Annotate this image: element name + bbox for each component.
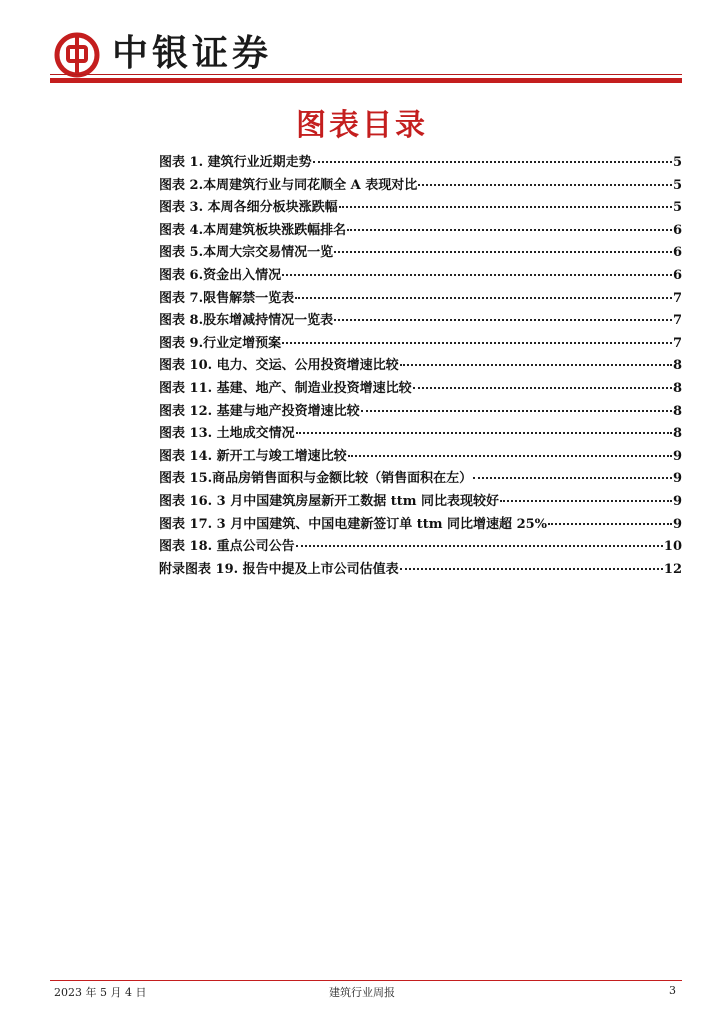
toc-entry-label[interactable]: 图表 2.本周建筑行业与同花顺全 A 表现对比 (159, 177, 418, 193)
toc-entry-label[interactable]: 图表 1. 建筑行业近期走势 (159, 155, 312, 170)
toc-entry-label[interactable]: 图表 4.本周建筑板块涨跌幅排名 (159, 222, 347, 238)
toc-title: 图表目录 (296, 108, 428, 143)
toc-leader-dots (500, 488, 672, 502)
toc-leader-dots (296, 420, 672, 434)
toc-entry-label[interactable]: 图表 16. 3 月中国建筑房屋新开工数据 ttm 同比表现较好 (159, 493, 500, 509)
toc-leader-dots (339, 194, 672, 208)
footer-page-number: 3 (669, 984, 676, 997)
toc-entry-page[interactable]: 9 (672, 493, 682, 509)
toc-leader-dots (347, 217, 672, 231)
toc-entry-page[interactable]: 6 (672, 222, 682, 238)
toc-entry-label[interactable]: 图表 14. 新开工与竣工增速比较 (159, 448, 347, 464)
toc-leader-dots (348, 443, 672, 457)
toc-entry-page[interactable]: 9 (672, 448, 682, 464)
toc-entry-label[interactable]: 图表 5.本周大宗交易情况一览 (159, 245, 334, 261)
toc-entry-page[interactable]: 7 (672, 290, 682, 306)
header-divider (50, 78, 682, 83)
toc-entry-label[interactable]: 图表 7.限售解禁一览表 (159, 290, 295, 306)
footer-date: 2023 年 5 月 4 日 (54, 986, 147, 999)
toc-entry-page[interactable]: 5 (672, 177, 682, 193)
toc-entry-page[interactable]: 10 (663, 539, 682, 555)
toc-leader-dots (282, 262, 672, 276)
toc-entry-label[interactable]: 图表 10. 电力、交运、公用投资增速比较 (159, 358, 399, 374)
toc-leader-dots (334, 307, 672, 321)
toc-entry-label[interactable]: 图表 17. 3 月中国建筑、中国电建新签订单 ttm 同比增速超 25% (159, 516, 548, 532)
page-header (0, 0, 724, 92)
toc-leader-dots (361, 398, 672, 412)
toc-list (159, 152, 682, 581)
toc-leader-dots (413, 375, 672, 389)
toc-leader-dots (400, 352, 672, 366)
toc-entry-page[interactable]: 6 (672, 267, 682, 283)
footer-report-name: 建筑行业周报 (329, 986, 395, 999)
brand-name: 中银证券 (112, 32, 273, 74)
toc-entry-page[interactable]: 9 (672, 516, 682, 532)
toc-entry-page[interactable]: 7 (672, 335, 682, 351)
toc-entry-label[interactable]: 图表 3. 本周各细分板块涨跌幅 (159, 200, 338, 216)
header-divider-thin (50, 74, 682, 75)
toc-entry-page[interactable]: 12 (663, 561, 682, 577)
toc-entry-page[interactable]: 5 (672, 200, 682, 216)
toc-entry-label[interactable]: 附录图表 19. 报告中提及上市公司估值表 (159, 561, 399, 577)
toc-entry-label[interactable]: 图表 13. 土地成交情况 (159, 426, 295, 442)
toc-leader-dots (313, 149, 672, 163)
toc-leader-dots (400, 556, 663, 570)
toc-leader-dots (548, 511, 672, 525)
toc-leader-dots (418, 172, 672, 186)
toc-entry-page[interactable]: 8 (672, 426, 682, 442)
toc-entry-page[interactable]: 8 (672, 380, 682, 396)
toc-entry-label[interactable]: 图表 9.行业定增预案 (159, 335, 282, 351)
footer-divider (50, 980, 682, 981)
toc-entry-page[interactable]: 8 (672, 403, 682, 419)
toc-entry-page[interactable]: 5 (672, 155, 682, 170)
toc-leader-dots (282, 330, 672, 344)
toc-entry-page[interactable]: 9 (672, 471, 682, 487)
toc-leader-dots (334, 239, 672, 253)
toc-entry-page[interactable]: 6 (672, 245, 682, 261)
toc-entry-label[interactable]: 图表 6.资金出入情况 (159, 267, 282, 283)
toc-leader-dots (295, 285, 672, 299)
toc-entry[interactable] (159, 559, 682, 582)
toc-entry-page[interactable]: 8 (672, 358, 682, 374)
toc-entry-label[interactable]: 图表 12. 基建与地产投资增速比较 (159, 403, 360, 419)
toc-entry-label[interactable]: 图表 11. 基建、地产、制造业投资增速比较 (159, 380, 412, 396)
bank-of-china-logo-icon (54, 32, 100, 78)
toc-entry-label[interactable]: 图表 15.商品房销售面积与金额比较（销售面积在左） (159, 471, 473, 487)
toc-entry-label[interactable]: 图表 8.股东增减持情况一览表 (159, 313, 334, 329)
toc-leader-dots (296, 533, 663, 547)
toc-entry-label[interactable]: 图表 18. 重点公司公告 (159, 539, 295, 555)
toc-leader-dots (473, 465, 672, 479)
toc-entry-page[interactable]: 7 (672, 313, 682, 329)
